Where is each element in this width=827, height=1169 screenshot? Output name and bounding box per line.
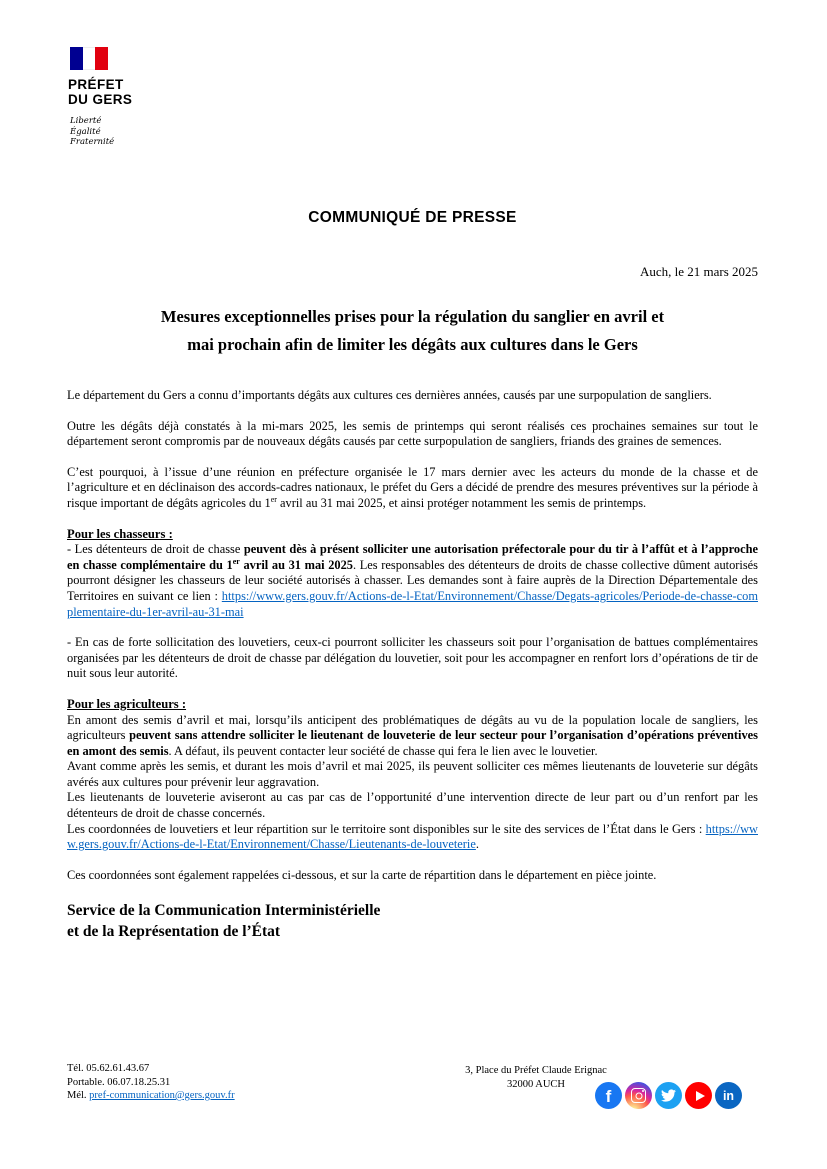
paragraph-agriculteurs-2: Avant comme après les semis, et durant les mois d’avril et mai 2025, ils peuvent solliciter ces mêmes lieutenants de louveterie sur dégâts avérés aux cultures pour prévenir leur aggravation. — [67, 759, 758, 789]
paragraph-chasseurs-1: - Les détenteurs de droit de chasse peuvent dès à présent solliciter une autorisation préfectorale pour du tir à l’affût et à l’approche en chasse complémentaire du 1er avril au 31 mai 2025. Les responsables des détenteurs de droits de chasse collective dûment autorisés pourront désigner les chasseurs de leur société autorisés à chasser. Les demandes sont à faire auprès de la Direction Départementale des Territoires en suivant ce lien : https://www.gers.gouv.fr/Actions-de-l-Etat/Environnement/Chasse/Degats-agricoles/Periode-de-chasse-complementaire-du-1er-avril-au-31-mai — [67, 542, 759, 619]
paragraph-agriculteurs-3: Les lieutenants de louveterie aviseront au cas par cas de l’opportunité d’une intervention directe de leur part ou d’un renfort par les détenteurs de droit de chasse concernés. — [67, 790, 758, 821]
logo-wordmark — [68, 77, 208, 107]
flag-stripe-blue — [70, 47, 83, 70]
paragraph-intro-2: Outre les dégâts déjà constatés à la mi-mars 2025, les semis de printemps qui seront réalisés ces prochaines semaines sur tout le département seront compromis par de nouveaux dégâts causés par cette surpopulation de sangliers, friands des graines de semences. — [67, 418, 758, 449]
contact-block — [67, 1062, 235, 1103]
linkedin-icon[interactable]: in — [715, 1082, 742, 1109]
flag-stripe-red — [95, 47, 108, 70]
logo-motto — [70, 116, 208, 148]
dateline: Auch, le 21 mars 2025 — [639, 264, 758, 279]
motto-liberte: Liberté — [70, 116, 102, 126]
headline-line1: Mesures exceptionnelles prises pour la régulation du sanglier en avril et — [160, 307, 665, 326]
paragraph-agriculteurs-4: Les coordonnées de louvetiers et leur répartition sur le territoire sont disponibles sur le site des services de l’État dans le Gers : https://www.gers.gouv.fr/Actions-de-l-Etat/Environnement/Chasse/Lieutenants-de-louveterie. — [67, 821, 758, 852]
address-line1: 3, Place du Préfet Claude Erignac — [465, 1065, 607, 1076]
headline — [67, 303, 758, 359]
french-flag-icon — [70, 47, 108, 70]
body-text — [67, 388, 758, 883]
twitter-icon[interactable] — [655, 1082, 682, 1109]
headline-line2: mai prochain afin de limiter les dégâts aux cultures dans le Gers — [187, 335, 638, 354]
email-line — [67, 1089, 235, 1103]
social-icons — [595, 1082, 742, 1109]
paragraph-intro-3: C’est pourquoi, à l’issue d’une réunion en préfecture organisée le 17 mars dernier avec les acteurs du monde de la chasse et de l’agriculture et en déclinaison des accords-cadres nationaux, le préfet du Gers a décidé de prendre des mesures préventives sur la période à risque important de dégâts agricoles du 1er avril au 31 mai 2025, et ainsi protéger notamment les semis de printemps. — [67, 464, 758, 510]
address-line2: 32000 AUCH — [506, 1078, 566, 1090]
paragraph-intro-1: Le département du Gers a connu d’importants dégâts aux cultures ces dernières années, causés par une surpopulation de sangliers. — [67, 388, 712, 402]
prefet-gers-logo — [68, 47, 208, 148]
motto-egalite: Égalité — [70, 126, 101, 137]
signature-block — [67, 900, 758, 942]
document-title: COMMUNIQUÉ DE PRESSE — [308, 209, 517, 226]
facebook-icon[interactable]: f — [595, 1082, 622, 1109]
phone-number: Tél. 05.62.61.43.67 — [67, 1063, 150, 1074]
email-label: Mél. — [67, 1090, 90, 1101]
hyperlink[interactable]: https://www.gers.gouv.fr/Actions-de-l-Etat/Environnement/Chasse/Lieutenants-de-louveterie — [67, 821, 758, 852]
flag-stripe-white — [83, 47, 96, 70]
motto-fraternite: Fraternité — [70, 137, 115, 147]
youtube-icon[interactable] — [685, 1082, 712, 1109]
email-link[interactable]: pref-communication@gers.gouv.fr — [89, 1090, 235, 1101]
paragraph-agriculteurs-1: En amont des semis d’avril et mai, lorsqu’ils anticipent des problématiques de dégâts au vu de la population locale de sangliers, les agriculteurs peuvent sans attendre solliciter le lieutenant de louveterie de leur secteur pour l’organisation d’opérations préventives en amont des semis. A défaut, ils peuvent contacter leur société de chasse qui fera le lien avec le louvetier. — [67, 712, 758, 758]
paragraph-closing: Ces coordonnées sont également rappelées ci-dessous, et sur la carte de répartition dans le département en pièce jointe. — [67, 867, 657, 882]
signature-line1: Service de la Communication Interministérielle — [67, 902, 381, 920]
play-glyph — [696, 1091, 705, 1101]
twitter-bird-glyph — [661, 1088, 676, 1103]
hyperlink[interactable]: https://www.gers.gouv.fr/Actions-de-l-Etat/Environnement/Chasse/Degats-agricoles/Periode-de-chasse-complementaire-du-1er-avril-au-31-mai — [67, 588, 758, 619]
logo-line2: DU GERS — [68, 92, 133, 107]
logo-line1: PRÉFET — [68, 77, 124, 92]
section-heading-agriculteurs: Pour les agriculteurs : — [67, 696, 187, 711]
signature-line2: et de la Représentation de l’État — [67, 923, 281, 941]
paragraph-chasseurs-2: - En cas de forte sollicitation des louvetiers, ceux-ci pourront solliciter les chasseurs soit pour l’organisation de battues complémentaires organisées par les détenteurs de droit de chasse par délégation du louvetier, soit pour les accompagner en renfort lors d’opérations de tir de nuit sous leur autorité. — [67, 635, 758, 681]
instagram-icon[interactable] — [625, 1082, 652, 1109]
section-heading-chasseurs: Pour les chasseurs : — [67, 526, 173, 541]
camera-glyph — [631, 1088, 646, 1103]
mobile-number: Portable. 06.07.18.25.31 — [67, 1076, 171, 1088]
